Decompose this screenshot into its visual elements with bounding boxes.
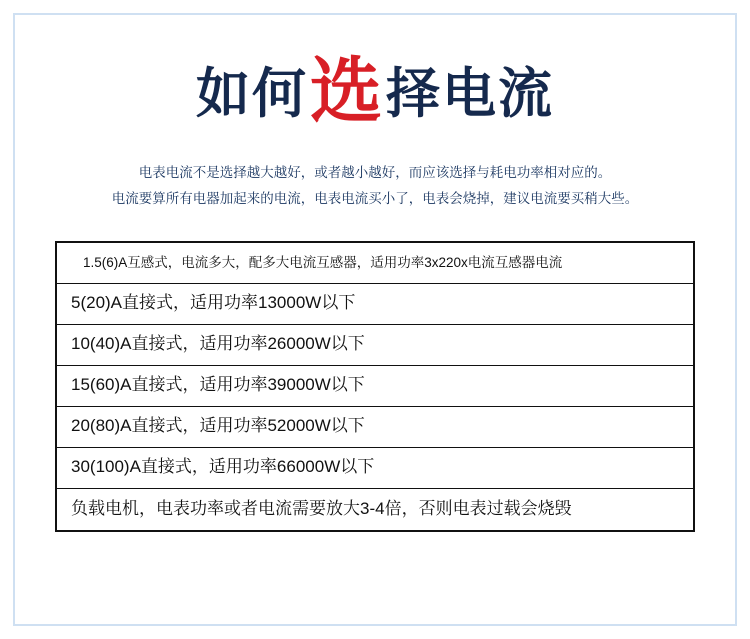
page-title-part2: 择电流 (386, 64, 554, 124)
page-subtitle (65, 160, 685, 213)
table-row (57, 407, 693, 448)
current-spec-table (55, 241, 695, 532)
table-row-text: 10(40)A直接式，适用功率26000W以下 (71, 334, 365, 354)
page-title-part1: 如何 (195, 64, 308, 124)
table-row (57, 243, 693, 284)
table-row (57, 489, 693, 530)
table-row-text: 15(60)A直接式，适用功率39000W以下 (71, 375, 365, 395)
table-row-text: 负载电机，电表功率或者电流需要放大3-4倍，否则电表过载会烧毁 (71, 498, 572, 518)
table-row-text: 1.5(6)A互感式，电流多大，配多大电流互感器，适用功率3x220x电流互感器电流 (83, 254, 563, 270)
page-title-accent: 选 (309, 52, 384, 132)
subtitle-line-1: 电表电流不是选择越大越好，或者越小越好，而应该选择与耗电功率相对应的。 (138, 165, 612, 180)
table-row (57, 366, 693, 407)
page-title (40, 52, 710, 132)
subtitle-line-2: 电流要算所有电器加起来的电流，电表电流买小了，电表会烧掉，建议电流要买稍大些。 (111, 191, 639, 207)
table-row-text: 30(100)A直接式，适用功率66000W以下 (71, 457, 375, 477)
table-row-text: 5(20)A直接式，适用功率13000W以下 (71, 293, 356, 313)
table-row (57, 325, 693, 366)
table-row (57, 284, 693, 325)
table-row-text: 20(80)A直接式，适用功率52000W以下 (71, 416, 365, 436)
table-row (57, 448, 693, 489)
